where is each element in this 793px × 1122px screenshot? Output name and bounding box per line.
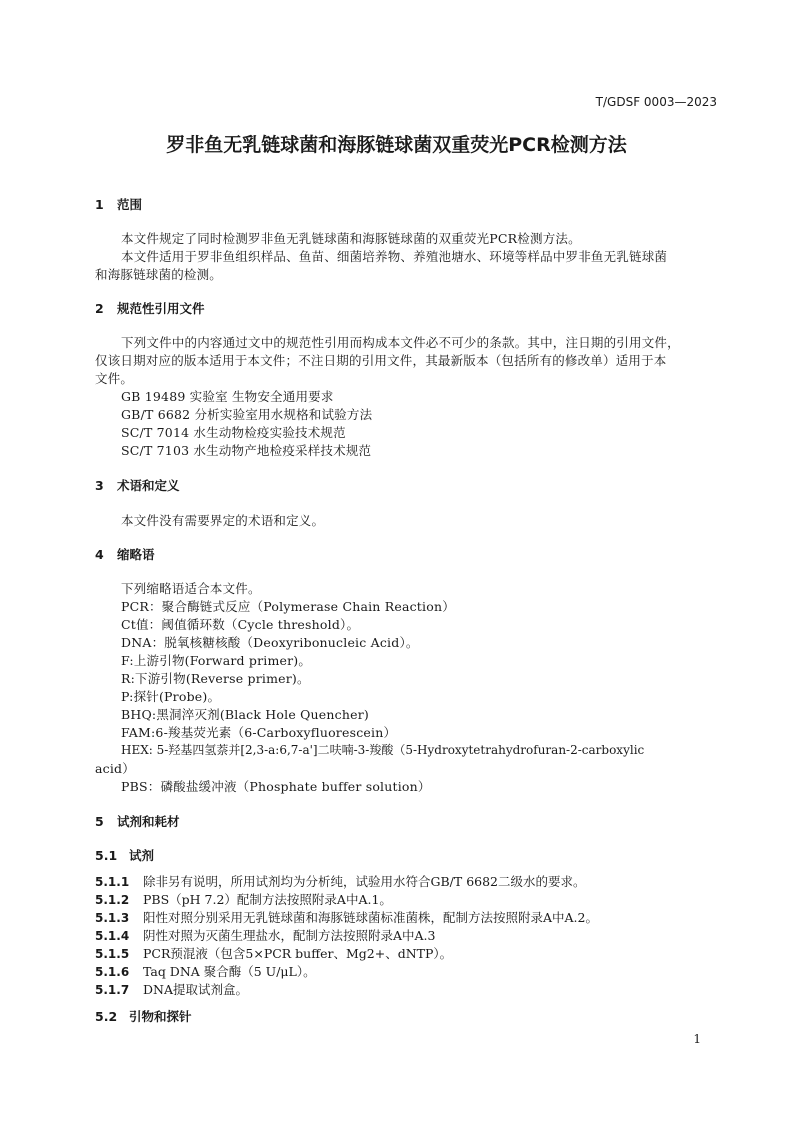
section-title: 规范性引用文件 bbox=[117, 301, 205, 316]
clause-item bbox=[95, 944, 452, 962]
section-title: 范围 bbox=[117, 197, 143, 212]
abbreviation-item: PBS：磷酸盐缓冲液（Phosphate buffer solution） bbox=[121, 779, 431, 794]
section-number: 5 bbox=[95, 814, 104, 829]
clause-text: 阳性对照分别采用无乳链球菌和海豚链球菌标准菌株，配制方法按照附录A中A.2。 bbox=[143, 910, 598, 925]
paragraph-line: 文件。 bbox=[95, 371, 134, 386]
paragraph-line: 本文件适用于罗非鱼组织样品、鱼苗、细菌培养物、养殖池塘水、环境等样品中罗非鱼无乳链球菌 bbox=[121, 249, 668, 264]
page-number: 1 bbox=[693, 1032, 701, 1046]
clause-number: 5.1.6 bbox=[95, 965, 130, 979]
paragraph-line: 本文件规定了同时检测罗非鱼无乳链球菌和海豚链球菌的双重荧光PCR检测方法。 bbox=[121, 231, 581, 246]
section-3-heading bbox=[95, 476, 180, 494]
section-number: 5.1 bbox=[95, 848, 118, 863]
clause-item bbox=[95, 980, 248, 998]
section-title: 试剂 bbox=[129, 848, 155, 863]
paragraph-line: 仅该日期对应的版本适用于本文件；不注日期的引用文件，其最新版本（包括所有的修改单）适用于本 bbox=[95, 353, 667, 368]
clause-number: 5.1.2 bbox=[95, 893, 130, 907]
abbreviation-item: Ct值：阈值循环数（Cycle threshold）。 bbox=[121, 617, 360, 632]
clause-number: 5.1.7 bbox=[95, 983, 130, 997]
section-number: 4 bbox=[95, 547, 104, 562]
document-title: 罗非鱼无乳链球菌和海豚链球菌双重荧光PCR检测方法 bbox=[166, 134, 627, 156]
abbreviation-item: P:探针(Probe)。 bbox=[121, 689, 221, 704]
clause-item bbox=[95, 890, 392, 908]
clause-text: Taq DNA 聚合酶（5 U/μL）。 bbox=[143, 964, 316, 979]
section-5-heading bbox=[95, 812, 180, 830]
clause-text: DNA提取试剂盒。 bbox=[143, 982, 248, 997]
section-1-heading bbox=[95, 195, 142, 213]
reference-item: SC/T 7103 水生动物产地检疫采样技术规范 bbox=[121, 443, 372, 458]
reference-item: GB/T 6682 分析实验室用水规格和试验方法 bbox=[121, 407, 373, 422]
section-title: 术语和定义 bbox=[117, 478, 180, 493]
section-number: 1 bbox=[95, 197, 104, 212]
paragraph-line: 下列文件中的内容通过文中的规范性引用而构成本文件必不可少的条款。其中，注日期的引用文件， bbox=[121, 335, 680, 350]
section-title: 缩略语 bbox=[117, 547, 155, 562]
clause-text: 阴性对照为灭菌生理盐水，配制方法按照附录A中A.3 bbox=[143, 928, 436, 943]
clause-item bbox=[95, 908, 598, 926]
section-title: 引物和探针 bbox=[129, 1009, 192, 1024]
clause-number: 5.1.4 bbox=[95, 929, 130, 943]
section-number: 3 bbox=[95, 478, 104, 493]
section-title: 试剂和耗材 bbox=[117, 814, 180, 829]
abbreviation-item: FAM:6-羧基荧光素（6-Carboxyfluorescein） bbox=[121, 725, 397, 740]
paragraph-line: 本文件没有需要界定的术语和定义。 bbox=[121, 513, 325, 528]
clause-number: 5.1.1 bbox=[95, 875, 130, 889]
clause-text: 除非另有说明，所用试剂均为分析纯，试验用水符合GB/T 6682二级水的要求。 bbox=[143, 874, 586, 889]
abbreviation-item: PCR：聚合酶链式反应（Polymerase Chain Reaction） bbox=[121, 599, 455, 614]
abbreviation-item: R:下游引物(Reverse primer)。 bbox=[121, 671, 310, 686]
reference-item: SC/T 7014 水生动物检疫实验技术规范 bbox=[121, 425, 346, 440]
abbreviation-item: BHQ:黑洞淬灭剂(Black Hole Quencher) bbox=[121, 707, 369, 722]
document-code: T/GDSF 0003—2023 bbox=[595, 95, 717, 109]
section-4-heading bbox=[95, 545, 155, 563]
section-2-heading bbox=[95, 299, 205, 317]
clause-item bbox=[95, 926, 435, 944]
section-5-1-heading bbox=[95, 846, 154, 864]
reference-item: GB 19489 实验室 生物安全通用要求 bbox=[121, 389, 334, 404]
paragraph-line: 和海豚链球菌的检测。 bbox=[95, 267, 223, 282]
abbreviation-item: F:上游引物(Forward primer)。 bbox=[121, 653, 312, 668]
paragraph-line: 下列缩略语适合本文件。 bbox=[121, 581, 261, 596]
section-5-2-heading bbox=[95, 1007, 192, 1025]
clause-item bbox=[95, 962, 316, 980]
abbreviation-item: HEX: 5-羟基四氢萘并[2,3-a:6,7-a']二呋喃-3-羧酸（5-Hydroxytetrahydrofuran-2-carboxylic bbox=[121, 743, 645, 757]
section-number: 5.2 bbox=[95, 1009, 118, 1024]
clause-number: 5.1.3 bbox=[95, 911, 130, 925]
section-number: 2 bbox=[95, 301, 104, 316]
clause-text: PCR预混液（包含5×PCR buffer、Mg2+、dNTP）。 bbox=[143, 946, 453, 961]
clause-number: 5.1.5 bbox=[95, 947, 130, 961]
clause-item bbox=[95, 872, 586, 890]
abbreviation-item-continuation: acid） bbox=[95, 761, 135, 776]
clause-text: PBS（pH 7.2）配制方法按照附录A中A.1。 bbox=[143, 892, 392, 907]
abbreviation-item: DNA：脱氧核糖核酸（Deoxyribonucleic Acid）。 bbox=[121, 635, 419, 650]
